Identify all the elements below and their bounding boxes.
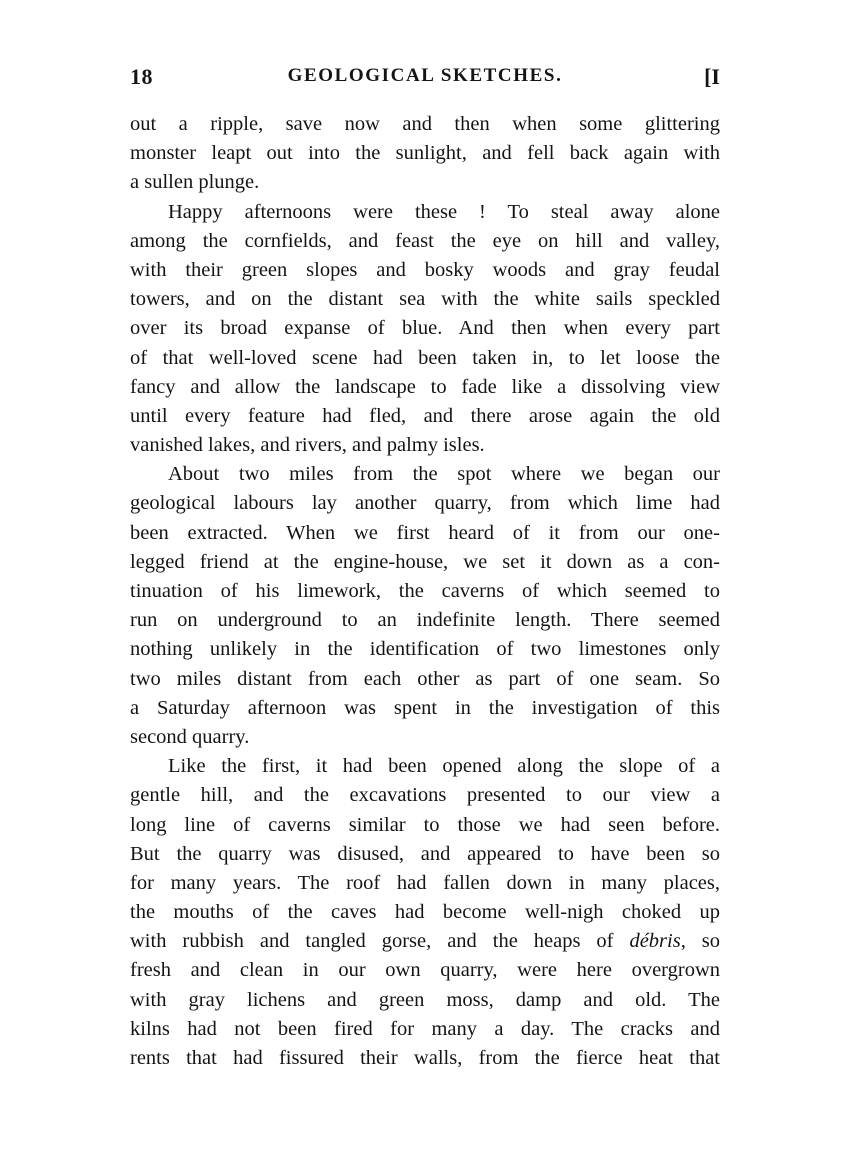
text-line: among the cornfields, and feast the eye on hill and valley, [130,229,720,252]
text-line: a Saturday afternoon was spent in the investigation of this [130,696,720,719]
text-line: legged friend at the engine-house, we set it down as a con- [130,550,720,573]
text-line: of that well-loved scene had been taken in, to let loose the [130,346,720,369]
text-line: been extracted. When we first heard of it from our one- [130,521,720,544]
text-line: two miles distant from each other as part of one seam. So [130,667,720,690]
text-line: long line of caverns similar to those we had seen before. [130,813,720,836]
text-line: But the quarry was disused, and appeared to have been so [130,842,720,865]
text-line: monster leapt out into the sunlight, and fell back again with [130,142,720,165]
text-line: run on underground to an indefinite length. There seemed [130,609,720,632]
italic-word: débris [629,930,681,953]
running-title: GEOLOGICAL SKETCHES. [287,65,563,86]
text-line: until every feature had fled, and there arose again the old [130,404,720,427]
text-line: geological labours lay another quarry, from which lime had [130,492,720,515]
text-line: with gray lichens and green moss, damp and old. The [130,988,720,1011]
page-header [130,64,720,94]
body-text [130,110,720,1073]
section-mark: [I [704,64,720,89]
text-line: Happy afternoons were these ! To steal away alone [168,200,720,223]
text-line: over its broad expanse of blue. And then when every part [130,317,720,340]
text-line: a sullen plunge. [130,171,260,194]
text-line: nothing unlikely in the identification of two limestones only [130,638,720,661]
text-line: Like the first, it had been opened along the slope of a [168,755,720,778]
text-line: rents that had fissured their walls, from the fierce heat that [130,1047,720,1069]
text-line: fancy and allow the landscape to fade like a dissolving view [130,375,720,398]
text-line: with their green slopes and bosky woods and gray feudal [130,258,720,281]
text-line-part: , so [680,930,720,953]
text-line: fresh and clean in our own quarry, were here overgrown [130,959,720,982]
text-line: towers, and on the distant sea with the white sails speckled [130,288,720,311]
text-line [130,927,720,956]
text-line: About two miles from the spot where we began our [168,463,720,486]
text-line: the mouths of the caves had become well-nigh choked up [130,901,720,924]
text-line: tinuation of his limework, the caverns of which seemed to [130,580,720,602]
text-line: for many years. The roof had fallen down in many places, [130,871,720,894]
page-number: 18 [130,64,153,89]
text-line: vanished lakes, and rivers, and palmy isles. [130,434,485,457]
text-line-part: with rubbish and tangled gorse, and the heaps of [130,930,630,953]
text-line: out a ripple, save now and then when some glittering [130,113,720,135]
text-line: gentle hill, and the excavations presented to our view a [130,784,720,807]
text-line: kilns had not been fired for many a day. The cracks and [130,1017,720,1040]
text-line: second quarry. [130,725,250,748]
